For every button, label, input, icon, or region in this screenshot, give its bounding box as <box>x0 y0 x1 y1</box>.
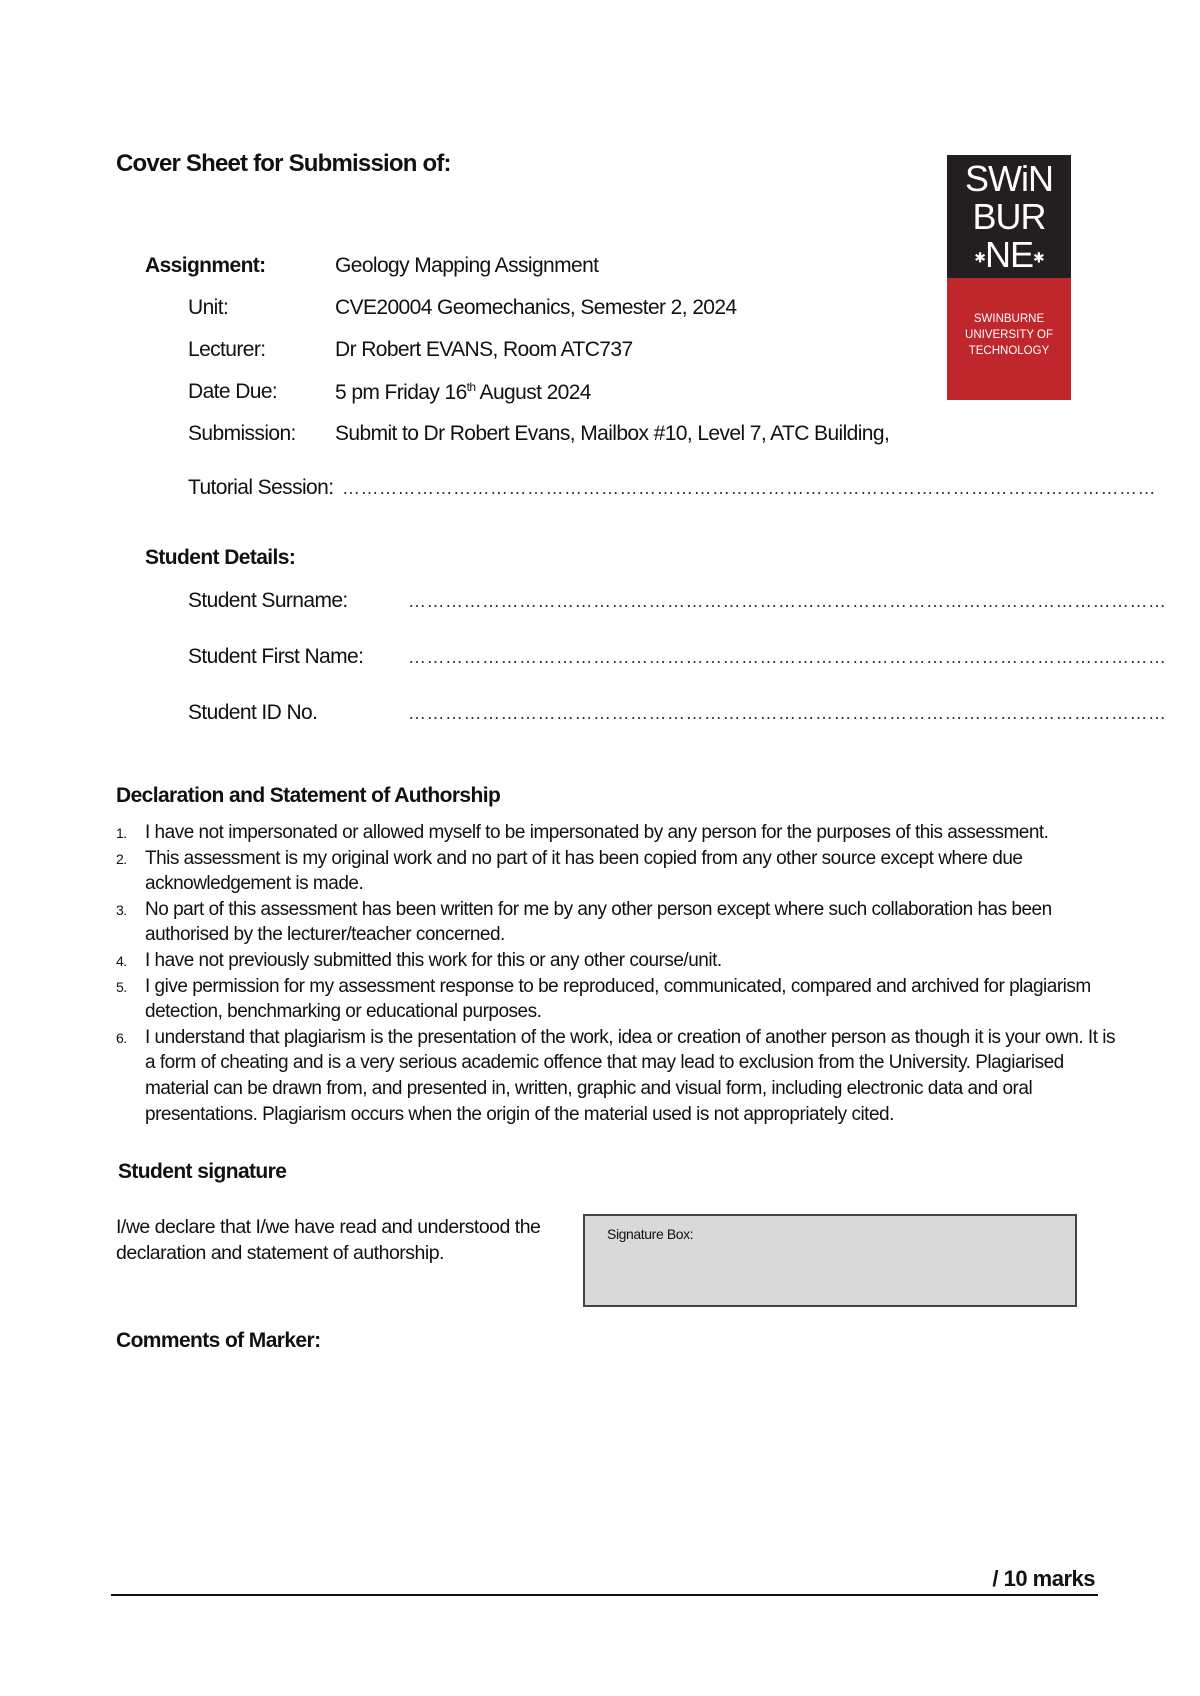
declaration-item: 1. I have not impersonated or allowed myself to be impersonated by any person for the purposes of this assessment. <box>116 822 1049 843</box>
signature-statement: I/we declare that I/we have read and understood the declaration and statement of authorship. <box>116 1216 541 1264</box>
student-id-label: Student ID No. <box>188 701 318 724</box>
marker-comments-heading: Comments of Marker: <box>116 1329 321 1352</box>
page-title: Cover Sheet for Submission of: <box>116 150 451 177</box>
lecturer-value: Dr Robert EVANS, Room ATC737 <box>335 338 633 361</box>
student-id-field[interactable]: …………………………………………………………………………………………………………… <box>408 703 1167 723</box>
swinburne-logo <box>947 155 1071 400</box>
logo-wordmark-line-1: SWiN <box>965 158 1053 199</box>
date-due-label: Date Due: <box>188 380 278 403</box>
signature-box[interactable] <box>583 1214 1077 1307</box>
logo-university-name: SWINBURNE UNIVERSITY OF TECHNOLOGY <box>965 313 1053 357</box>
unit-value: CVE20004 Geomechanics, Semester 2, 2024 <box>335 296 737 319</box>
tutorial-session-label: Tutorial Session: <box>188 476 334 499</box>
marks-total: / 10 marks <box>992 1566 1095 1591</box>
assignment-label: Assignment: <box>145 254 266 277</box>
declaration-item: 2. This assessment is my original work and no part of it has been copied from any other source except where due acknowledgement is made. <box>116 847 1023 895</box>
submission-label: Submission: <box>188 422 296 445</box>
student-first-name-label: Student First Name: <box>188 645 364 668</box>
bottom-rule <box>111 1594 1098 1596</box>
logo-wordmark-line-3: ✱NE✱ <box>974 234 1044 275</box>
student-signature-heading: Student signature <box>118 1160 287 1183</box>
date-due-value: 5 pm Friday 16th August 2024 <box>335 380 591 404</box>
declaration-list <box>116 820 1116 1127</box>
declaration-item: 3. No part of this assessment has been written for me by any other person except where such collaboration has been authorised by the lecturer/teacher concerned. <box>116 898 1052 946</box>
declaration-heading: Declaration and Statement of Authorship <box>116 784 501 807</box>
declaration-item: 6. I understand that plagiarism is the presentation of the work, idea or creation of another person as though it is your own. It is a form of cheating and is a very serious academic offence that may lead to exclusion from the University. Plagiarised material can be drawn from, and presented in, written, graphic and visual form, including electronic data and oral presentations. Plagiarism occurs when the origin of the material used is not appropriately cited. <box>116 1026 1115 1125</box>
logo-star-icon: ✱ <box>1033 249 1044 266</box>
student-details-heading: Student Details: <box>145 546 296 569</box>
student-surname-field[interactable]: …………………………………………………………………………………………………………… <box>408 591 1167 611</box>
unit-label: Unit: <box>188 296 229 319</box>
student-first-name-field[interactable]: …………………………………………………………………………………………………………… <box>408 647 1167 667</box>
declaration-item: 4. I have not previously submitted this work for this or any other course/unit. <box>116 949 722 971</box>
logo-wordmark-line-2: BUR <box>972 196 1046 237</box>
logo-star-icon: ✱ <box>974 249 985 266</box>
declaration-item: 5. I give permission for my assessment response to be reproduced, communicated, compared and archived for plagiarism detection, benchmarking or educational purposes. <box>116 975 1091 1023</box>
tutorial-session-field[interactable]: …………………………………………………………………………………………………………………… <box>342 478 1156 498</box>
lecturer-label: Lecturer: <box>188 338 266 361</box>
submission-value: Submit to Dr Robert Evans, Mailbox #10, Level 7, ATC Building, <box>335 422 890 445</box>
logo-black-panel <box>947 155 1071 278</box>
assignment-value: Geology Mapping Assignment <box>335 254 599 277</box>
student-surname-label: Student Surname: <box>188 589 348 612</box>
signature-box-label: Signature Box: <box>607 1226 694 1242</box>
